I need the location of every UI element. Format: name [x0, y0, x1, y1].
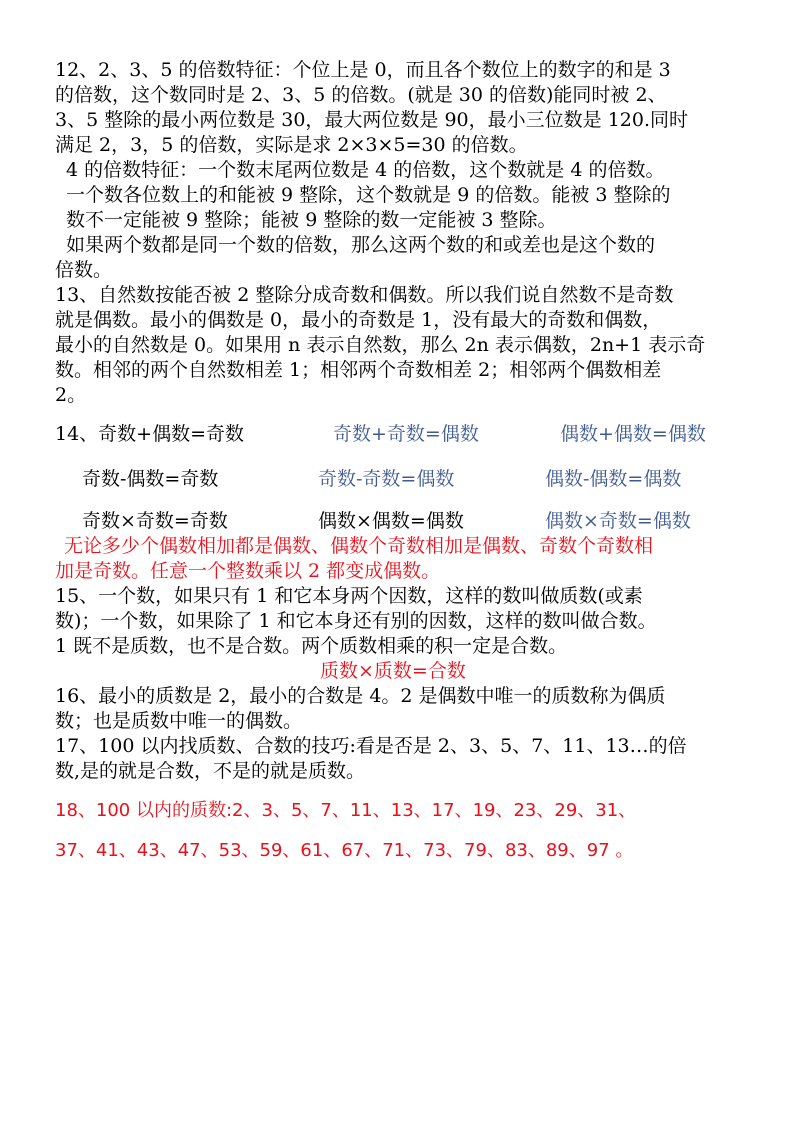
primes-under-100-line-2: 37、41、43、47、53、59、61、67、71、73、79、83、89、97 。 — [55, 840, 634, 861]
prime-product-formula: 质数×质数=合数 — [320, 660, 466, 682]
odd-even-rule-3-3: 偶数×奇数=偶数 — [545, 510, 691, 532]
section-16-line-2: 数；也是质数中唯一的偶数。 — [55, 710, 303, 732]
odd-even-rule-1-2: 奇数+奇数=偶数 — [333, 423, 479, 445]
section-15-line-1: 15、一个数，如果只有 1 和它本身两个因数，这样的数叫做质数(或素 — [55, 585, 643, 607]
odd-even-rule-2-3: 偶数-偶数=偶数 — [545, 468, 682, 490]
odd-even-summary-line-1: 无论多少个偶数相加都是偶数、偶数个奇数相加是偶数、奇数个奇数相 — [64, 535, 654, 557]
section-16-line-1: 16、最小的质数是 2，最小的合数是 4。2 是偶数中唯一的质数称为偶质 — [55, 685, 666, 707]
odd-even-rule-2-1: 奇数-偶数=奇数 — [82, 468, 219, 490]
multiple-9-line-2: 数不一定能被 9 整除；能被 9 整除的数一定能被 3 整除。 — [66, 209, 557, 231]
odd-even-rule-3-1: 奇数×奇数=奇数 — [82, 510, 228, 532]
section-13-line-1: 13、自然数按能否被 2 整除分成奇数和偶数。所以我们说自然数不是奇数 — [55, 284, 674, 306]
section-13-line-4: 数。相邻的两个自然数相差 1；相邻两个奇数相差 2；相邻两个偶数相差 — [55, 359, 662, 381]
section-15-line-3: 1 既不是质数，也不是合数。两个质数相乘的积一定是合数。 — [55, 635, 568, 657]
section-12-line-1: 12、2、3、5 的倍数特征：个位上是 0，而且各个数位上的数字的和是 3 — [55, 59, 671, 81]
section-12-line-3: 3、5 整除的最小两位数是 30，最大两位数是 90，最小三位数是 120.同时 — [55, 109, 688, 131]
section-17-line-1: 17、100 以内找质数、合数的技巧:看是否是 2、3、5、7、11、13…的倍 — [55, 735, 687, 757]
multiple-9-line-1: 一个数各位数上的和能被 9 整除，这个数就是 9 的倍数。能被 3 整除的 — [66, 184, 671, 206]
section-15-line-2: 数)；一个数，如果除了 1 和它本身还有别的因数，这样的数叫做合数。 — [55, 610, 657, 632]
section-13-line-2: 就是偶数。最小的偶数是 0，最小的奇数是 1，没有最大的奇数和偶数， — [55, 309, 662, 331]
odd-even-rule-1-1: 14、奇数+偶数=奇数 — [55, 423, 245, 445]
odd-even-summary-line-2: 加是奇数。任意一个整数乘以 2 都变成偶数。 — [55, 560, 441, 582]
odd-even-rule-3-2: 偶数×偶数=偶数 — [318, 510, 464, 532]
sum-diff-line-2: 倍数。 — [55, 259, 113, 281]
section-17-line-2: 数,是的就是合数，不是的就是质数。 — [55, 760, 366, 782]
sum-diff-line-1: 如果两个数都是同一个数的倍数，那么这两个数的和或差也是这个数的 — [66, 234, 656, 256]
section-13-line-3: 最小的自然数是 0。如果用 n 表示自然数，那么 2n 表示偶数，2n+1 表示奇 — [55, 334, 706, 356]
section-12-line-4: 满足 2，3，5 的倍数，实际是求 2×3×5=30 的倍数。 — [55, 134, 528, 156]
section-13-line-5: 2。 — [55, 384, 87, 406]
odd-even-rule-2-2: 奇数-奇数=偶数 — [318, 468, 455, 490]
odd-even-rule-1-3: 偶数+偶数=偶数 — [560, 423, 706, 445]
multiple-4-rule: 4 的倍数特征：一个数末尾两位数是 4 的倍数，这个数就是 4 的倍数。 — [66, 159, 665, 181]
primes-under-100-line-1: 18、100 以内的质数:2、3、5、7、11、13、17、19、23、29、31、 — [55, 800, 637, 821]
section-12-line-2: 的倍数，这个数同时是 2、3、5 的倍数。(就是 30 的倍数)能同时被 2、 — [55, 84, 667, 106]
